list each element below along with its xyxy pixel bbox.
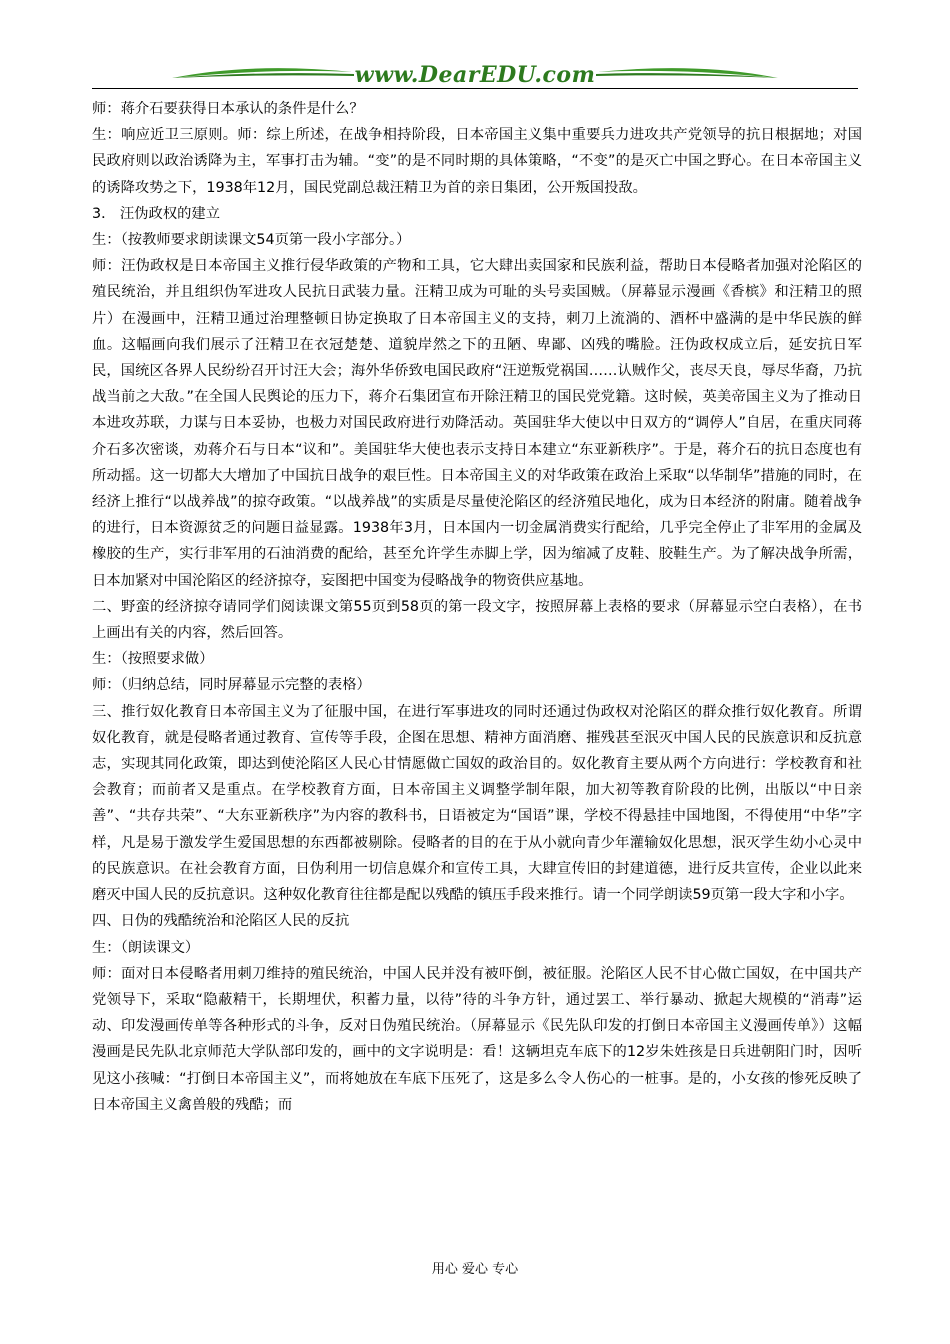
paragraph: 生：（按教师要求朗读课文54页第一段小字部分。） xyxy=(92,232,411,249)
header-divider xyxy=(92,88,858,89)
paragraph: 师：（归纳总结，同时屏幕显示完整的表格） xyxy=(92,677,371,694)
paragraph: 师：面对日本侵略者用刺刀维持的殖民统治，中国人民并没有被吓倒，被征服。沦陷区人民不甘心做亡国奴，在中国共产党领导下，采取“隐蔽精干，长期埋伏，积蓄力量，以待”待的斗争方针，通过罢工、举行暴动、掀起大规模的“消毒”运动、印发漫画传单等各种形式的斗争，反对日伪殖民统治。（屏幕显示《民先队印发的打倒日本帝国主义漫画传单》）这幅漫画是民先队北京师范大学队部印发的，画中的文字说明是：看！这辆坦克车底下的12岁朱姓孩是日兵进朝阳门时，因听见这小孩喊：“打倒日本帝国主义”，而将她放在车底下压死了，这是多么令人伤心的一桩事。是的，小女孩的惨死反映了日本帝国主义禽兽般的残酷；而 xyxy=(92,965,862,1113)
site-logo[interactable]: www.DearEDU.com xyxy=(354,62,596,88)
paragraph: 师：蒋介石要获得日本承认的条件是什么？ xyxy=(92,101,364,117)
paragraph: 生：（朗读课文） xyxy=(92,939,200,956)
section-heading: 四、日伪的残酷统治和沦陷区人民的反抗 xyxy=(92,913,350,930)
site-header xyxy=(92,58,858,92)
paragraph: 三、推行奴化教育日本帝国主义为了征服中国，在进行军事进攻的同时还通过伪政权对沦陷区的群众推行奴化教育。所谓奴化教育，就是侵略者通过教育、宣传等手段，企图在思想、精神方面消磨、摧残甚至泯灭中国人民的民族意识和反抗意志，实现其同化政策，即达到使沦陷区人民心甘情愿做亡国奴的政治目的。奴化教育主要从两个方向进行：学校教育和社会教育；而前者又是重点。在学校教育方面，日本帝国主义调整学制年限，加大初等教育阶段的比例，出版以“中日亲善”、“共存共荣”、“大东亚新秩序”为内容的教科书，日语被定为“国语”课，学校不得悬挂中国地图，不得使用“中华”字样，凡是易于激发学生爱国思想的东西都被剔除。侵略者的目的在于从小就向青少年灌输奴化思想，泯灭学生幼小心灵中的民族意识。在社会教育方面，日伪利用一切信息媒介和宣传工具，大肆宣传旧的封建道德，进行反共宣传，企业以此来磨灭中国人民的反抗意识。这种奴化教育往往都是配以残酷的镇压手段来推行。请一个同学朗读59页第一段大字和小字。 xyxy=(92,703,862,904)
section-heading: 3． 汪伪政权的建立 xyxy=(92,205,221,222)
document-body xyxy=(92,96,862,1118)
page-footer: 用心 爱心 专心 xyxy=(431,1262,519,1277)
paragraph: 生：（按照要求做） xyxy=(92,651,214,668)
paragraph: 师：汪伪政权是日本帝国主义推行侵华政策的产物和工具，它大肆出卖国家和民族利益，帮助日本侵略者加强对沦陷区的殖民统治，并且组织伪军进攻人民抗日武装力量。汪精卫成为可耻的头号卖国贼。（屏幕显示漫画《香槟》和汪精卫的照片）在漫画中，汪精卫通过治理整顿日协定换取了日本帝国主义的支持，刺刀上流淌的、酒杯中盛满的是中华民族的鲜血。这幅画向我们展示了汪精卫在衣冠楚楚、道貌岸然之下的丑陋、卑鄙、凶残的嘴脸。汪伪政权成立后，延安抗日军民，国统区各界人民纷纷召开讨汪大会；海外华侨致电国民政府“汪逆叛党祸国……认贼作父，丧尽天良，辱尽华裔，乃抗战当前之大敌。”在全国人民舆论的压力下，蒋介石集团宣布开除汪精卫的国民党党籍。这时候，英美帝国主义为了推动日本进攻苏联，力谋与日本妥协，也极力对国民政府进行劝降活动。英国驻华大使以中日双方的“调停人”自居，在重庆同蒋介石多次密谈，劝蒋介石与日本“议和”。美国驻华大使也表示支持日本建立“东亚新秩序”。于是，蒋介石的抗日态度也有所动摇。这一切都大大增加了中国抗日战争的艰巨性。日本帝国主义的对华政策在政治上采取“以华制华”措施的同时，在经济上推行“以战养战”的掠夺政策。“以战养战”的实质是尽量使沦陷区的经济殖民地化，成为日本经济的附庸。随着战争的进行，日本资源贫乏的问题日益显露。1938年3月，日本国内一切金属消费实行配给，几乎完全停止了非军用的金属及橡胶的生产，实行非军用的石油消费的配给，甚至允许学生赤脚上学，因为缩减了皮鞋、胶鞋生产。为了解决战争所需，日本加紧对中国沦陷区的经济掠夺，妄图把中国变为侵略战争的物资供应基地。 xyxy=(92,258,862,589)
paragraph: 二、野蛮的经济掠夺请同学们阅读课文第55页到58页的第一段文字，按照屏幕上表格的要求（屏幕显示空白表格），在书上画出有关的内容，然后回答。 xyxy=(92,598,862,642)
paragraph: 生：响应近卫三原则。师：综上所述，在战争相持阶段，日本帝国主义集中重要兵力进攻共产党领导的抗日根据地；对国民政府则以政治诱降为主，军事打击为辅。“变”的是不同时期的具体策略，“不变”的是灭亡中国之野心。在日本帝国主义的诱降攻势之下，1938年12月，国民党副总裁汪精卫为首的亲日集团，公开叛国投敌。 xyxy=(92,127,862,196)
